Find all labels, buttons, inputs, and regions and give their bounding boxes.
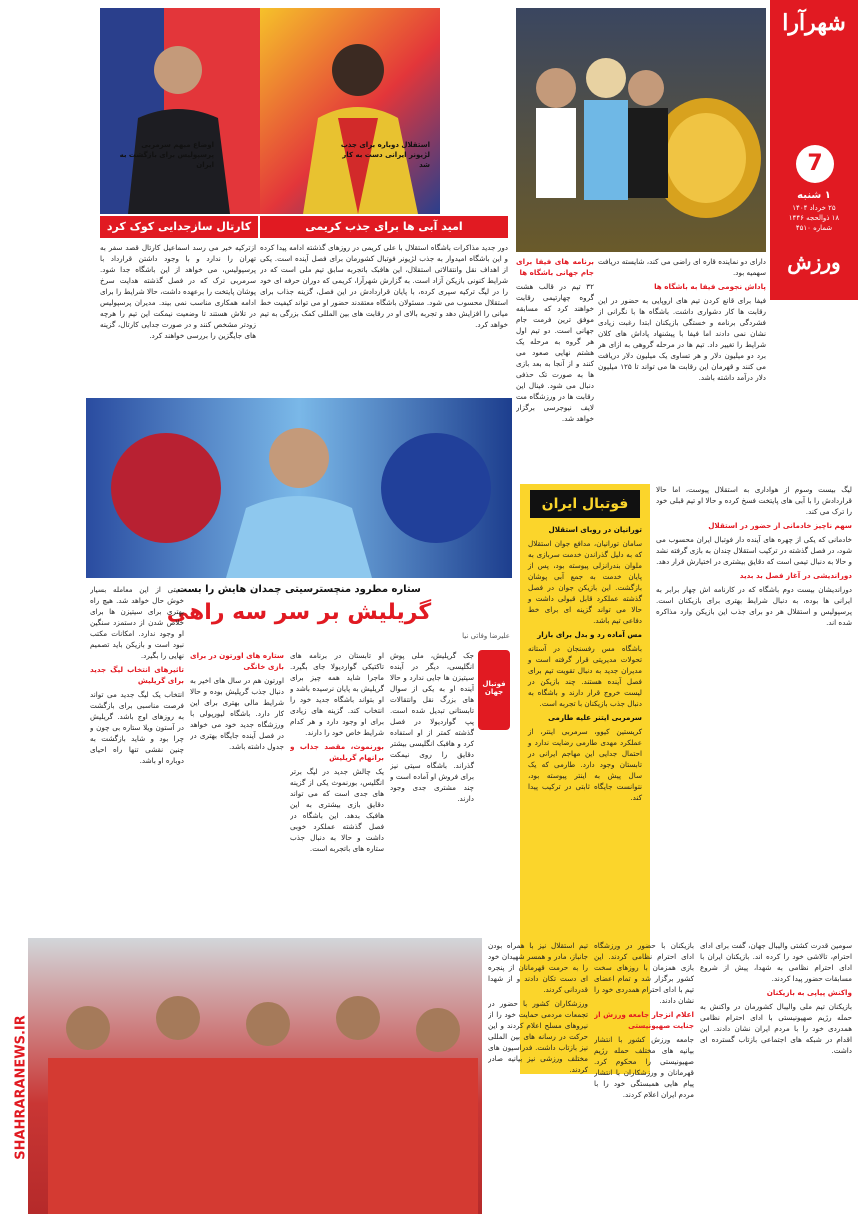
team-col-1-text: سومین قدرت کشتی والیبال جهان، گفت برای ادای احترام، تالاشی خود را کرده اند. بازیکنان ایران با ادای احترام نظامی به شهدا، پیش از شروع مسابقات حضور پیدا کردند. <box>700 941 852 983</box>
right-body-1: خادمانی که یکی از چهره های آینده دار فوتبال ایران محسوب می شود، در فصل گذشته در ترکیب استقلال چندان به بازی گرفته نشد و حالا به دنبال تیمی است که دقایق بیشتری در اختیارش قرار دهد. <box>656 535 852 566</box>
grealish-illustration-icon <box>86 398 512 578</box>
player-silhouette-icon <box>258 8 440 214</box>
grealish-sub-ev: ستاره های اورتون در برای بازی خانگی <box>190 651 284 671</box>
right-lead: لیگ بیست وسوم از هواداری به استقلال پیوست، اما حالا قراردادش را با آبی های پایتخت فسخ کرده و حالا او تیم قبلی خود را ترک می کند. <box>656 485 852 516</box>
grealish-col-2b-text: یک چالش جدید در لیگ برتر انگلیس، بورنموث یکی از گزینه های جدی است که می تواند دقایق بازی بیشتری به این هافبک بدهد. این باشگاه در فصل گذشته عملکرد خوبی داشت و حالا به دنبال جذب ستاره های باتجربه است. <box>290 767 384 853</box>
side-intro: دارای دو نماینده قاره ای راضی می کند، شایسته دریافت سهمیه بود. <box>598 257 766 277</box>
grealish-author: علیرضا وفاتی نیا <box>462 632 510 640</box>
grealish-col-1-text: جک گریلیش، ملی پوش انگلیسی، دیگر در آینده سیتیزن ها جایی ندارد و حالا آینده او به یکی از سوال های بزرگ نقل وانتقالات تابستانی تبدیل شده است. پپ گواردیولا در فصل گذشته کمتر از او استفاده کرد و هافبک انگلیسی بیشتر دقایق را روی نیمکت گذراند. باشگاه سیتی نیز برای فروش او آماده است و چند مشتری جدی وجود دارند. <box>390 651 474 803</box>
grealish-col-2-text: او تابستان در برنامه های تاکتیکی گواردیولا جای بگیرد. ماجرا شاید همه چیز برای گریلیش به پایان نرسیده باشد و او بتواند باشگاه جدید خود را انتخاب کند. گزینه های زیادی برای او وجود دارد و هر کدام شرایط خاص خود را دارند. <box>290 651 384 737</box>
grealish-sub-ac: بورنموث، مقصد جذاب و برانهام گریلیش <box>290 742 384 762</box>
logo-text: شهرآرا <box>782 10 846 36</box>
right-sub-1: سهم ناچیز خادمانی از حضور در استقلال <box>708 521 852 530</box>
grealish-col-4b-text: انتخاب یک لیگ جدید می تواند فرصت مناسبی برای بازگشت به روزهای اوج باشد. گریلیش در آستون ویلا ستاره بی چون و چرا بود و شاید بازگشت به چنین نقشی تنها راه احیای دوباره او باشد. <box>90 690 184 765</box>
team-col-2 <box>594 940 694 1216</box>
iran-sub-2: مس آماده رد و بدل برای بازار <box>537 630 642 639</box>
issue-number: شماره ۴۵۱۰ <box>795 224 833 232</box>
grealish-badge-label: فوتبال جهان <box>482 680 506 696</box>
team-col-1 <box>700 940 852 1216</box>
photo-team-salute <box>28 938 482 1214</box>
caption-karimi: استقلال دوباره برای جذب لژیونر ایرانی دست به کار شد <box>340 141 430 169</box>
caption-kartal: اوضاع مبهم سرمربی پرسپولیس برای بازگشت به ایران <box>119 141 214 169</box>
team-sub-2: اعلام انزجار جامعه ورزش از جنایت صهیونیستی <box>594 1010 694 1030</box>
iran-body-2: باشگاه مس رفسنجان در آستانه تحولات مدیریتی قرار گرفته است و مدیران جدید به دنبال تقویت تیم برای فصل آینده هستند. چند بازیکن در لیست خروج قرار دارند و باشگاه به دنبال جذب بازیکنان با تجربه است. <box>528 644 642 708</box>
coach-silhouette-icon <box>100 8 260 214</box>
date-line-2: ۱۸ ذوالحجه ۱۴۴۶ <box>788 214 840 222</box>
grealish-headline: گریلیش بر سر سه راهی <box>166 600 432 625</box>
iran-football-banner: فوتبال ایران <box>530 490 640 518</box>
grealish-badge <box>478 650 510 730</box>
photo-club-world-cup <box>516 8 766 252</box>
headline-kartal: کارتال سازجدایی کوک کرد <box>100 216 258 238</box>
side-body-2: ۳۲ تیم در قالب هشت گروه چهارتیمی رقابت خواهند کرد که مسابقه موفق ترین فرمت جام جهانی است. دو تیم اول هر گروه به مرحله یک هشتم نهایی صعود می کنند و از آنجا به بعد بازی ها به صورت تک حذفی دنبال می شود. فینال این رقابت ها در ورزشگاه مت لایف نیوجرسی برگزار خواهد شد. <box>516 282 594 423</box>
side-story <box>598 256 766 516</box>
right-body-2: دوراندیشان بیست دوم باشگاه که در کارنامه اش چهار برابر به ایرانی ها بوده، به دنبال شرایط بهتری برای بازیکنان است. پرسپولیس و استقلال هر دو برای جذب این بازیکن وارد مذاکره شده اند. <box>656 585 852 627</box>
grealish-col-4-text: سیتی از این معامله بسیار خوش حال خواهد شد. هیچ راه بهتری برای سیتیزن ها برای خلاص شدن از دستمزد سنگین او وجود ندارد. امکانات مکتب نبود است و بازیکن باید تصمیم نهایی را بگیرد. <box>90 585 184 660</box>
masthead-strip <box>770 0 858 300</box>
day-label: ۱ شنبه <box>797 190 831 201</box>
page-number: 7 <box>796 145 834 183</box>
photo-kartal <box>100 8 260 214</box>
iran-sub-1: تورانیان در روبای استقلال <box>548 525 642 534</box>
grealish-sub-ven: تاثیرهای انتخاب لیگ جدید برای گریلیش <box>90 665 184 685</box>
story-karimi-body: دور جدید مذاکرات باشگاه استقلال با علی کریمی در روزهای گذشته ادامه پیدا کرده و این باشگاه امیدوار به جذب لژیونر فوتبال کشورمان برای فصل آینده است. یکی از اهداف نقل وانتقالاتی استقلال، این هافبک باتجربه سابق تیم ملی است که در شرایط کنونی بازیکن آزاد است. به گزارش شهرآرا، کریمی که دوران حرفه ای خود را در لیگ ترکیه سپری کرده، با پایان قراردادش در این فصل، گزینه جذاب برای استقلال محسوب می شود. مسئولان باشگاه معتقدند حضور او می تواند کیفیت خط میانی را افزایش دهد و تجربه بالای او در رقابت های بین المللی کمک بزرگی به تیم خواهد کرد. <box>260 243 508 329</box>
team-players-icon <box>28 938 482 1214</box>
iran-body-1: سامان تورانیان، مدافع جوان استقلال که به دلیل گذراندن خدمت سربازی به ملوان بندرانزلی پیوسته بود، پس از پایان خدمت به جمع آبی پوشان بازگشت. این بازیکن جوان در فصل گذشته عملکرد قابل قبولی داشت و حالا می تواند گزینه ای برای خط دفاعی تیم باشد. <box>528 539 642 625</box>
team-col-3b-text: ورزشکاران کشور با حضور در تجمعات مردمی حمایت خود را از نیروهای مسلح اعلام کردند و این حرکت در رسانه های بین المللی نیز بازتاب داشت. فدراسیون های مختلف ورزشی نیز بیانیه صادر کردند. <box>488 999 588 1074</box>
team-col-2-text: بازیکنان با حضور در ورزشگاه ادای احترام نظامی کردند. این بازی همزمان با روزهای سخت کشور برگزار شد و تمام اعضای تیم با ادای احترام همدردی خود را نشان دادند. <box>594 941 694 1005</box>
team-col-3 <box>488 940 588 1216</box>
side-story-2 <box>516 256 594 516</box>
side-body-1: فیفا برای قانع کردن تیم های اروپایی به حضور در این رقابت ها کار دشواری داشت. باشگاه ها با نگرانی از فشردگی برنامه و خستگی بازیکنان ابتدا رغبت زیادی نشان نمی دادند اما فیفا با پیشنهاد پاداش های کلان شرایط را تغییر داد. تیم ها در مرحله گروهی به ازای هر برد دو میلیون دلار و هر تساوی یک میلیون دلار دریافت می کنند و قهرمان این رقابت ها می تواند تا ۱۲۵ میلیون دلار درآمد داشته باشد. <box>598 296 766 382</box>
photo-grealish <box>86 398 512 578</box>
team-sub-1: واکنش پیاپی به بازیکنان <box>766 988 852 997</box>
section-logo: ورزش <box>787 250 841 274</box>
right-sub-2: دوراندیشی در آغاز فصل بد بدید <box>739 571 852 580</box>
team-col-2b-text: جامعه ورزش کشور با انتشار بیانیه های مختلف حمله رژیم صهیونیستی را محکوم کرد. قهرمانان و ورزشکاران با انتشار پیام هایی همبستگی خود را با مردم ایران اعلام کردند. <box>594 1035 694 1099</box>
team-col-1b-text: بازیکنان تیم ملی والیبال کشورمان در واکنش به حمله رژیم صهیونیستی با ادای احترام نظامی همدردی خود را با مردم ایران نشان دادند. این اقدام در شبکه های اجتماعی بازتاب گسترده ای داشت. <box>700 1002 852 1055</box>
website-vertical: SHAHRARANEWS.IR <box>13 1015 29 1160</box>
grealish-col-3-text: اورتون هم در سال های اخیر به دنبال جذب گریلیش بوده و حالا شرایط مالی بهتری برای این کار دارد. باشگاه لیورپولی با ورزشگاه جدید خود می خواهد در فصل آینده جایگاه بهتری در جدول داشته باشد. <box>190 676 284 751</box>
side-sub-1: پاداش نجومی فیفا به باشگاه ها <box>654 282 766 291</box>
grealish-kicker: ستاره مطرود منچسترسیتی چمدان هایش را بست <box>177 584 421 595</box>
headline-karimi: امید آبی ها برای جذب کریمی <box>260 216 508 238</box>
photo-karimi <box>258 8 440 214</box>
team-col-3-text: تیم استقلال نیز با همراه بودن جانباز، مادر و همسر شهیدان خود را به حرمت قهرمانان از پنجره ای دست تکان دادند و از شهدا قدردانی کردند. <box>488 941 588 994</box>
date-line-1: ۲۵ خرداد ۱۴۰۴ <box>792 204 836 212</box>
trophy-icon <box>516 8 766 252</box>
iran-body-3: کریستین کیوو، سرمربی اینتر، از عملکرد مهدی طارمی رضایت ندارد و احتمال جدایی این مهاجم ایرانی در تابستان وجود دارد. طارمی که یک سال پیش به اینتر پیوسته بود، نتوانست جایگاه ثابتی در ترکیب پیدا کند. <box>528 727 642 802</box>
iran-sub-3: سرمربی ایتنر علیه طارمی <box>548 713 642 722</box>
story-kartal-body: ازترکیه خبر می رسد اسماعیل کارتال قصد سفر به تهران را ندارد و با وجود داشتن قرارداد با پرسپولیس، می خواهد از این باشگاه جدا شود. سرمربی ترک که در فصل گذشته هدایت سرخ پوشان پایتخت را برعهده داشت، حالا شرایط را برای ادامه همکاری مناسب نمی بیند. مدیران پرسپولیس در تلاش هستند تا وضعیت نیمکت این تیم را هرچه زودتر مشخص کنند و در صورت جدایی کارتال، گزینه های جایگزین را بررسی خواهند کرد. <box>100 243 256 340</box>
side-sub-2: برنامه های فیفا برای جام جهانی باشگاه ها <box>516 257 594 277</box>
